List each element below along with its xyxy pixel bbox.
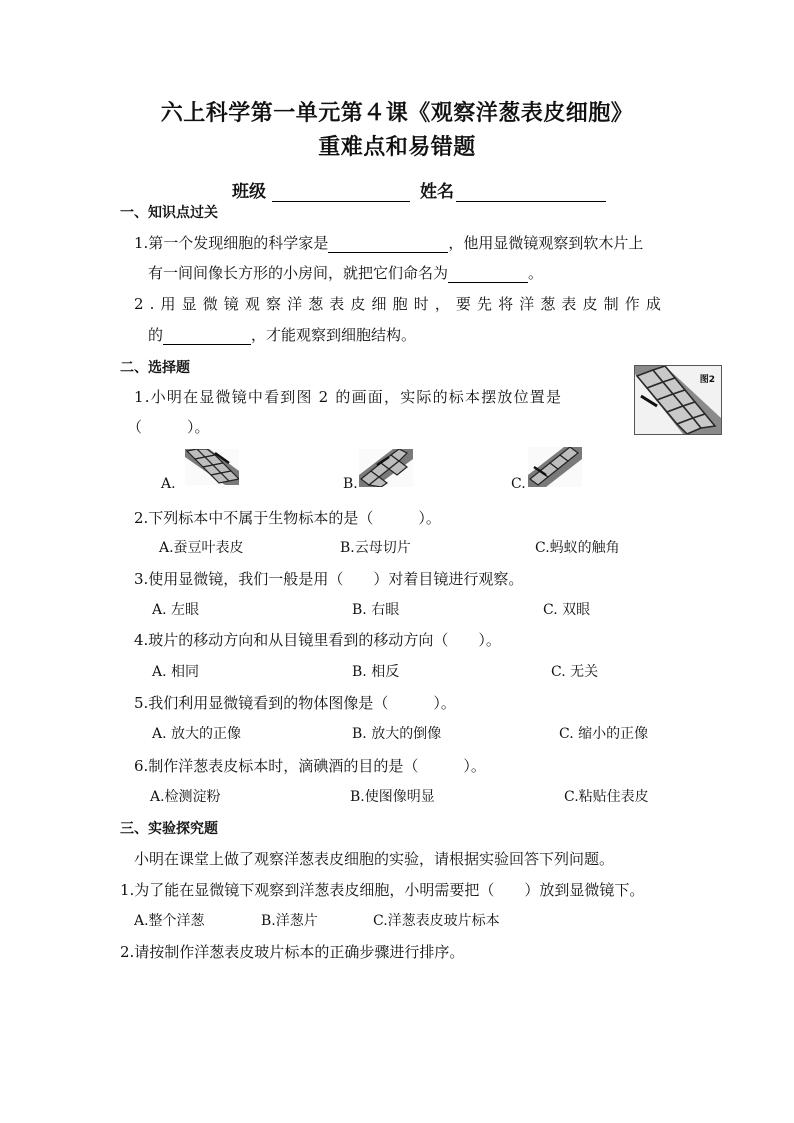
knowledge-q1-text-d: 。 — [528, 264, 544, 282]
option-c-image — [528, 447, 582, 487]
choice-q2-option-c[interactable]: C.蚂蚁的触角 — [535, 540, 620, 556]
knowledge-q2-text-b: 的 — [148, 326, 164, 344]
page-subtitle: 重难点和易错题 — [318, 134, 476, 160]
answer-blank[interactable] — [163, 328, 251, 345]
figure-2-label: 图2 — [699, 375, 715, 385]
section-heading-knowledge: 一、知识点过关 — [120, 205, 218, 221]
choice-q5-option-c[interactable]: C. 缩小的正像 — [559, 726, 649, 742]
choice-q4: 4.玻片的移动方向和从目镜里看到的移动方向（ ）。 — [134, 631, 501, 649]
choice-q2-option-a[interactable]: A.蚕豆叶表皮 — [159, 540, 244, 556]
choice-q1-option-c[interactable]: C. — [511, 476, 526, 492]
name-blank[interactable] — [456, 183, 606, 202]
figure-2-image — [634, 365, 722, 435]
choice-q6: 6.制作洋葱表皮标本时，滴碘酒的目的是（ ）。 — [134, 757, 486, 775]
option-a-image — [185, 449, 239, 485]
choice-q1-option-b[interactable]: B. — [343, 476, 358, 492]
knowledge-q1-text-c: 有一间间像长方形的小房间，就把它们命名为 — [148, 264, 449, 282]
choice-q6-option-a[interactable]: A.检测淀粉 — [150, 789, 221, 805]
option-b-image — [359, 449, 413, 487]
experiment-q1-option-a[interactable]: A.整个洋葱 — [134, 913, 205, 929]
knowledge-q1-line2 — [148, 262, 543, 283]
choice-q4-option-b[interactable]: B. 相反 — [352, 664, 400, 680]
answer-blank[interactable] — [448, 266, 528, 283]
choice-q4-option-a[interactable]: A. 相同 — [152, 664, 200, 680]
experiment-intro: 小明在课堂上做了观察洋葱表皮细胞的实验，请根据实验回答下列问题。 — [134, 850, 615, 868]
knowledge-q1-text-b: ，他用显微镜观察到软木片上 — [448, 234, 644, 252]
choice-q3-option-a[interactable]: A. 左眼 — [152, 602, 200, 618]
knowledge-q1-line1 — [134, 232, 643, 253]
knowledge-q2-text-c: ，才能观察到细胞结构。 — [251, 326, 417, 344]
class-name-line — [232, 177, 606, 202]
knowledge-q1-text-a: 1.第一个发现细胞的科学家是 — [134, 234, 329, 252]
experiment-q2: 2.请按制作洋葱表皮玻片标本的正确步骤进行排序。 — [120, 943, 465, 961]
experiment-q1-option-b[interactable]: B.洋葱片 — [261, 913, 318, 929]
choice-q4-option-c[interactable]: C. 无关 — [551, 664, 599, 680]
choice-q5-option-a[interactable]: A. 放大的正像 — [152, 726, 242, 742]
class-label: 班级 — [232, 182, 266, 202]
section-heading-experiment: 三、实验探究题 — [120, 821, 218, 837]
choice-q5: 5.我们利用显微镜看到的物体图像是（ ）。 — [134, 694, 456, 712]
choice-q2: 2.下列标本中不属于生物标本的是（ ）。 — [134, 509, 441, 527]
choice-q3-option-b[interactable]: B. 右眼 — [352, 602, 400, 618]
knowledge-q2-line2 — [148, 324, 416, 345]
choice-q3-option-c[interactable]: C. 双眼 — [543, 602, 591, 618]
page-title: 六上科学第一单元第４课《观察洋葱表皮细胞》 — [160, 100, 634, 126]
choice-q2-option-b[interactable]: B.云母切片 — [340, 540, 411, 556]
experiment-q1: 1.为了能在显微镜下观察到洋葱表皮细胞，小明需要把（ ）放到显微镜下。 — [120, 881, 645, 899]
choice-q1-line2: （ ）。 — [127, 418, 210, 436]
choice-q5-option-b[interactable]: B. 放大的倒像 — [352, 726, 442, 742]
answer-blank[interactable] — [328, 236, 448, 253]
choice-q6-option-b[interactable]: B.使图像明显 — [350, 789, 435, 805]
knowledge-q2-line1: 2.用显微镜观察洋葱表皮细胞时，要先将洋葱表皮制作成 — [134, 295, 667, 313]
choice-q1-option-a[interactable]: A. — [161, 476, 176, 492]
name-label: 姓名 — [420, 182, 454, 202]
choice-q6-option-c[interactable]: C.粘贴住表皮 — [564, 789, 649, 805]
experiment-q1-option-c[interactable]: C.洋葱表皮玻片标本 — [373, 913, 500, 929]
choice-q1-line1: 1.小明在显微镜中看到图 2 的画面，实际的标本摆放位置是 — [134, 388, 563, 406]
section-heading-choice: 二、选择题 — [120, 360, 190, 376]
choice-q3: 3.使用显微镜，我们一般是用（ ）对着目镜进行观察。 — [134, 570, 524, 588]
class-blank[interactable] — [272, 183, 410, 202]
